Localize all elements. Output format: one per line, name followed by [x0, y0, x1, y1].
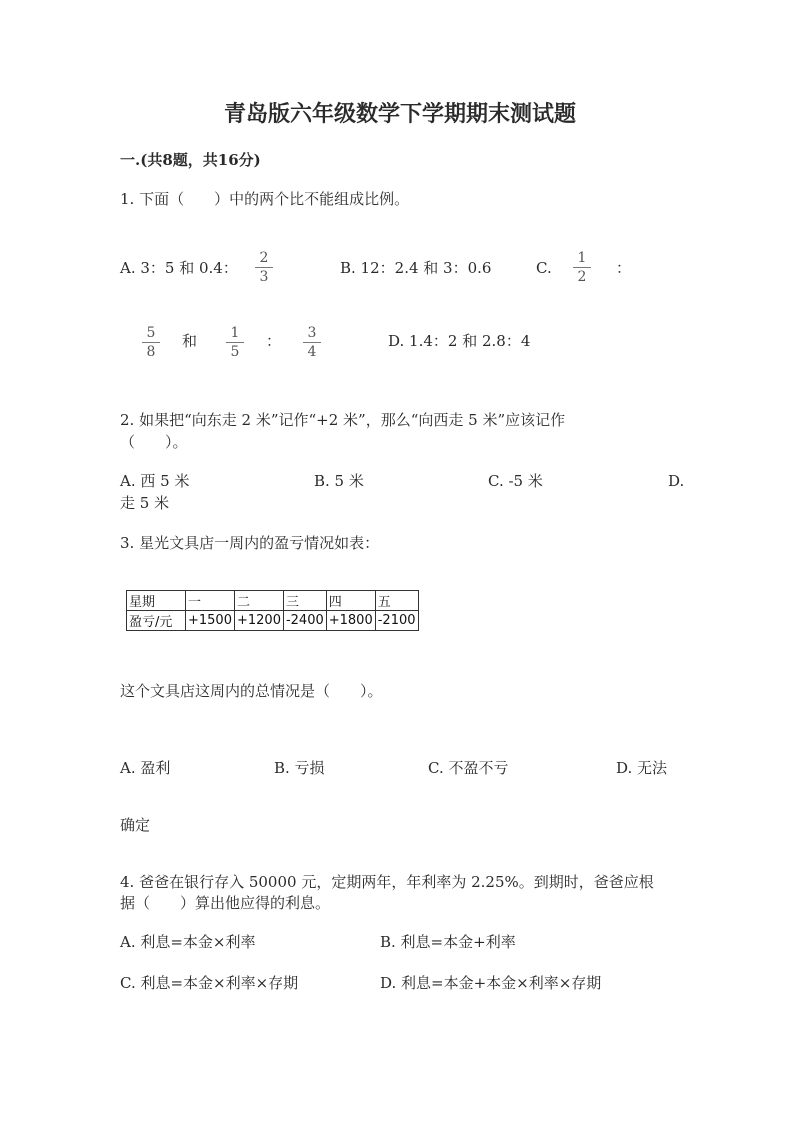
- q1-option-b: B. 12：2.4 和 3：0.6: [340, 259, 492, 277]
- q3-option-c: C. 不盈不亏: [428, 759, 509, 777]
- q2-option-d-label: D.: [668, 472, 685, 490]
- table-cell: 五: [375, 591, 418, 611]
- fraction-numerator: 1: [230, 325, 240, 341]
- q1-option-c-fraction-3: [223, 325, 247, 360]
- q1-option-c-fraction-2: [139, 325, 163, 360]
- q3-option-a: A. 盈利: [120, 759, 171, 777]
- q2-option-b: B. 5 米: [314, 472, 364, 490]
- q3-option-b: B. 亏损: [274, 759, 325, 777]
- q1-option-a: A. 3：5 和 0.4：: [120, 259, 238, 277]
- table-row: [127, 611, 419, 631]
- q4-option-c: C. 利息=本金×利率×存期: [120, 974, 299, 992]
- question-4-stem-line-1: 4. 爸爸在银行存入 50000 元，定期两年，年利率为 2.25%。到期时，爸爸应根: [120, 873, 654, 891]
- fraction-bar: [142, 342, 160, 343]
- table-cell: 星期: [127, 591, 186, 611]
- fraction-bar: [573, 267, 591, 268]
- q1-option-d: D. 1.4：2 和 2.8：4: [388, 332, 531, 350]
- question-1-stem: 1. 下面（ ）中的两个比不能组成比例。: [120, 190, 410, 208]
- fraction-denominator: 8: [146, 344, 156, 360]
- fraction-bar: [303, 342, 321, 343]
- q4-option-d: D. 利息=本金+本金×利率×存期: [380, 974, 602, 992]
- question-3-stem: 3. 星光文具店一周内的盈亏情况如表：: [120, 534, 380, 552]
- table-cell: 三: [283, 591, 326, 611]
- fraction-numerator: 3: [307, 325, 317, 341]
- q1-option-c-fraction-1: [570, 250, 594, 285]
- section-heading: 一.(共8题，共16分): [120, 151, 261, 169]
- table-cell: 二: [234, 591, 283, 611]
- q1-option-c-fraction-4: [300, 325, 324, 360]
- table-cell: +1800: [326, 611, 375, 631]
- q2-option-a: A. 西 5 米: [120, 472, 190, 490]
- fraction-numerator: 1: [577, 250, 587, 266]
- q2-option-d-text: 走 5 米: [120, 494, 170, 512]
- fraction-bar: [255, 267, 273, 268]
- q1-option-c-colon-1: ：: [616, 259, 632, 277]
- q1-option-c-colon-2: ：: [266, 332, 282, 350]
- fraction-denominator: 4: [307, 344, 317, 360]
- question-4-stem-line-2: 据（ ）算出他应得的利息。: [120, 894, 331, 912]
- q4-option-a: A. 利息=本金×利率: [120, 933, 256, 951]
- question-2-stem-line-1: 2. 如果把“向东走 2 米”记作“+2 米”，那么“向西走 5 米”应该记作: [120, 411, 566, 429]
- table-cell: 盈亏/元: [127, 611, 186, 631]
- fraction-denominator: 5: [230, 344, 240, 360]
- table-cell: +1200: [234, 611, 283, 631]
- q4-option-b: B. 利息=本金+利率: [380, 933, 516, 951]
- q3-option-d: D. 无法: [616, 759, 668, 777]
- table-header-row: [127, 591, 419, 611]
- question-3-question: 这个文具店这周内的总情况是（ ）。: [120, 682, 383, 700]
- q2-option-c: C. -5 米: [488, 472, 543, 490]
- table-cell: +1500: [186, 611, 235, 631]
- fraction-numerator: 5: [146, 325, 156, 341]
- table-cell: 四: [326, 591, 375, 611]
- q1-option-c-label: C.: [536, 259, 552, 277]
- page-title: 青岛版六年级数学下学期期末测试题: [223, 101, 576, 127]
- q3-option-d-continuation: 确定: [120, 816, 151, 834]
- q1-option-c-and: 和: [182, 332, 198, 350]
- fraction-bar: [226, 342, 244, 343]
- question-2-stem-line-2: （ ）。: [120, 433, 188, 451]
- fraction-denominator: 2: [577, 269, 587, 285]
- fraction-denominator: 3: [259, 269, 269, 285]
- fraction-numerator: 2: [259, 250, 269, 266]
- table-cell: -2400: [283, 611, 326, 631]
- table-cell: 一: [186, 591, 235, 611]
- profit-loss-table: [126, 590, 419, 631]
- table-cell: -2100: [375, 611, 418, 631]
- q1-option-a-fraction: [252, 250, 276, 285]
